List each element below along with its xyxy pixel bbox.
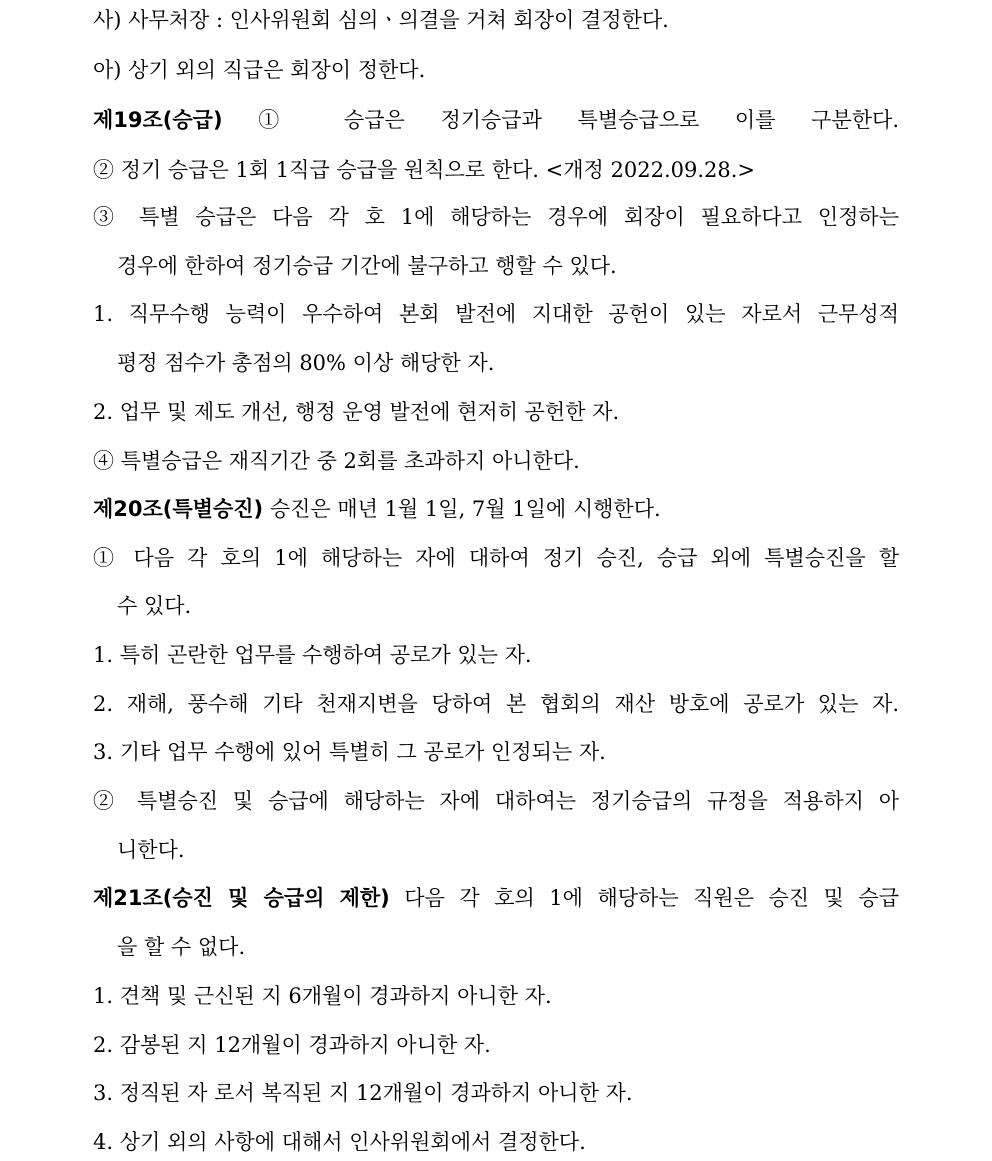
text-line: 3. 기타 업무 수행에 있어 특별히 그 공로가 인정되는 자. [93,740,606,764]
text-line: 4. 상기 외의 사항에 대해서 인사위원회에서 결정한다. [93,1130,586,1154]
text-line: 2. 업무 및 제도 개선, 행정 운영 발전에 현저히 공헌한 자. [93,400,620,424]
text-line: 1. 특히 곤란한 업무를 수행하여 공로가 있는 자. [93,643,532,667]
text-line: 2. 재해, 풍수해 기타 천재지변을 당하여 본 협회의 재산 방호에 공로가 있는 자. [93,692,899,716]
text-line: 경우에 한하여 정기승급 기간에 불구하고 행할 수 있다. [117,254,617,278]
text-line: 2. 감봉된 지 12개월이 경과하지 아니한 자. [93,1033,491,1057]
text-line: 3. 정직된 자 로서 복직된 지 12개월이 경과하지 아니한 자. [93,1081,633,1105]
text-line: 평정 점수가 총점의 80% 이상 해당한 자. [117,351,495,375]
article-heading: 제21조(승진 및 승급의 제한) [93,886,390,910]
article-21-line: 제21조(승진 및 승급의 제한) 다음 각 호의 1에 해당하는 직원은 승진 및 승급 [93,886,899,910]
article-heading: 제20조(특별승진) [93,497,264,521]
text-line: ① 다음 각 호의 1에 해당하는 자에 대하여 정기 승진, 승급 외에 특별승진을 할 [93,546,899,570]
text-line: 니한다. [117,838,185,862]
text-line: 1. 직무수행 능력이 우수하여 본회 발전에 지대한 공헌이 있는 자로서 근무성적 [93,302,899,326]
article-19-line: 제19조(승급) ① 승급은 정기승급과 특별승급으로 이를 구분한다. [93,108,899,132]
text-line: 을 할 수 없다. [117,935,246,959]
text-line: ④ 특별승급은 재직기간 중 2회를 초과하지 아니한다. [93,449,580,473]
article-heading: 제19조(승급) [93,108,223,132]
text-line: 수 있다. [117,594,192,618]
text-line: ② 특별승진 및 승급에 해당하는 자에 대하여는 정기승급의 규정을 적용하지 아 [93,789,899,813]
text-line: 사) 사무처장 : 인사위원회 심의ㆍ의결을 거쳐 회장이 결정한다. [93,8,669,32]
text-line: ② 정기 승급은 1회 1직급 승급을 원칙으로 한다. <개정 2022.09.28.> [93,158,756,182]
article-20-line: 제20조(특별승진) 승진은 매년 1월 1일, 7월 1일에 시행한다. [93,497,661,521]
text-line: 아) 상기 외의 직급은 회장이 정한다. [93,58,426,82]
text-line: 1. 견책 및 근신된 지 6개월이 경과하지 아니한 자. [93,984,552,1008]
text-line: ③ 특별 승급은 다음 각 호 1에 해당하는 경우에 회장이 필요하다고 인정하는 [93,205,899,229]
